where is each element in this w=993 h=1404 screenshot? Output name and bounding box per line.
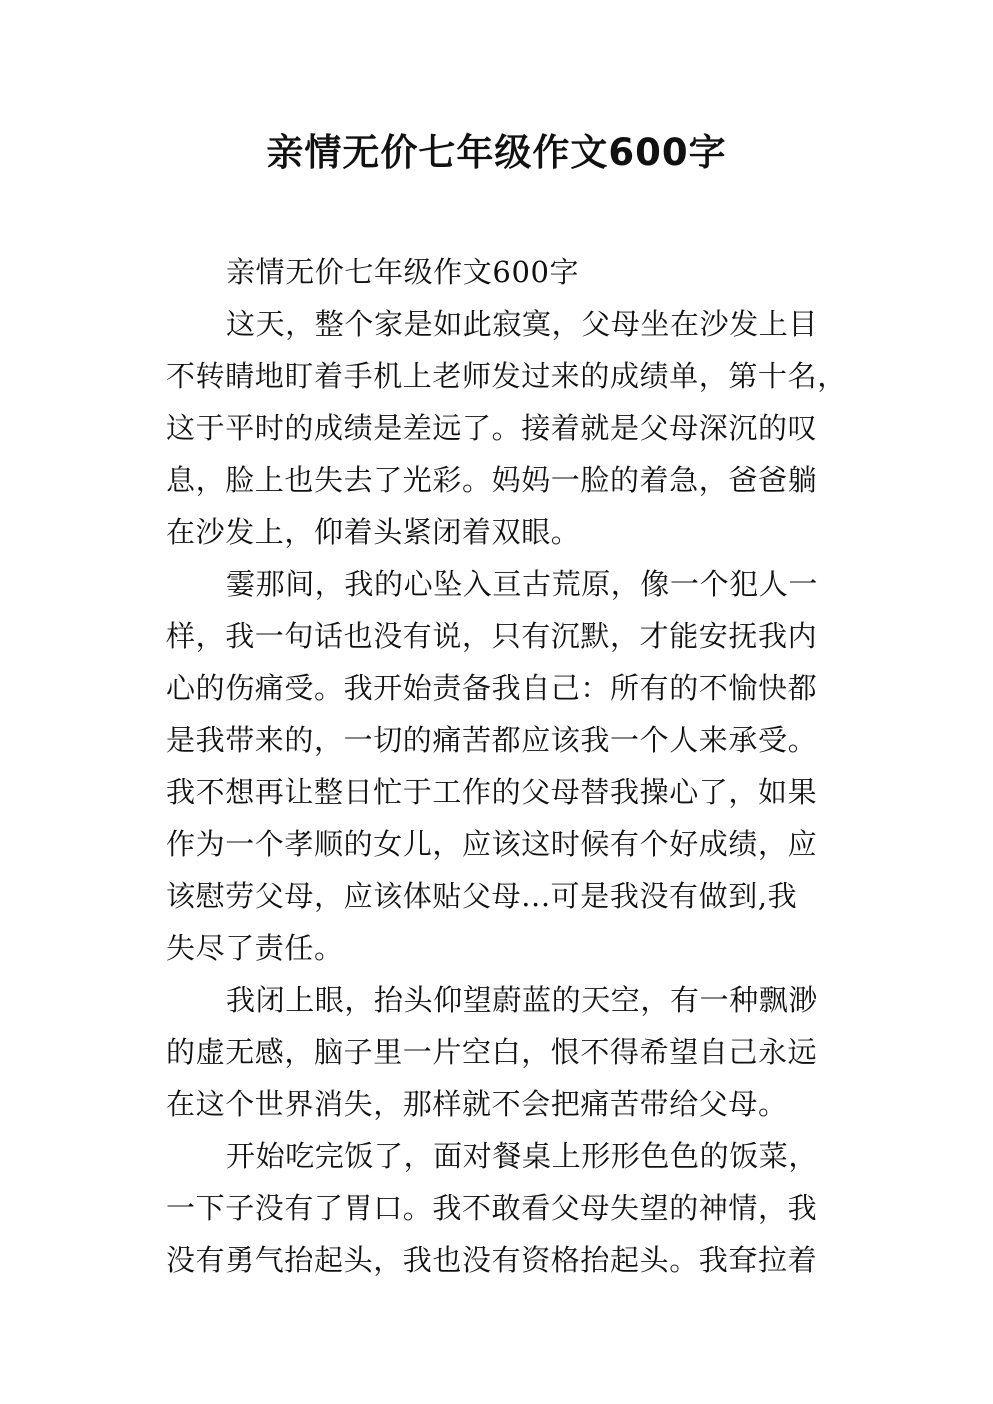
document-title: 亲情无价七年级作文600字 bbox=[266, 131, 727, 174]
paragraph-line: 我闭上眼，抬头仰望蔚蓝的天空，有一种飘渺 bbox=[226, 983, 819, 1017]
paragraph-line: 心的伤痛受。我开始责备我自己：所有的不愉快都 bbox=[166, 671, 818, 705]
paragraph bbox=[166, 558, 866, 974]
paragraph-line: 开始吃完饭了，面对餐桌上形形色色的饭菜， bbox=[226, 1139, 819, 1173]
paragraph-line: 在这个世界消失，那样就不会把痛苦带给父母。 bbox=[166, 1087, 788, 1121]
paragraph-line: 没有勇气抬起头，我也没有资格抬起头。我耷拉着 bbox=[166, 1243, 818, 1277]
paragraph bbox=[166, 974, 866, 1130]
document-body bbox=[166, 246, 866, 1286]
paragraph-line: 样，我一句话也没有说，只有沉默，才能安抚我内 bbox=[166, 619, 818, 653]
paragraph-line: 息，脸上也失去了光彩。妈妈一脸的着急，爸爸躺 bbox=[166, 463, 818, 497]
paragraph-line: 不转睛地盯着手机上老师发过来的成绩单，第十名， bbox=[166, 359, 847, 393]
paragraph-line: 一下子没有了胃口。我不敢看父母失望的神情，我 bbox=[166, 1191, 818, 1225]
paragraph-line: 该慰劳父母，应该体贴父母...可是我没有做到,我 bbox=[166, 879, 798, 913]
paragraph-line: 作为一个孝顺的女儿，应该这时候有个好成绩，应 bbox=[166, 827, 818, 861]
paragraph-line: 这天，整个家是如此寂寞，父母坐在沙发上目 bbox=[226, 307, 819, 341]
paragraph-line: 是我带来的，一切的痛苦都应该我一个人来承受。 bbox=[166, 723, 818, 757]
paragraph bbox=[166, 1130, 866, 1286]
subtitle: 亲情无价七年级作文600字 bbox=[226, 255, 580, 289]
paragraph-line: 的虚无感，脑子里一片空白，恨不得希望自己永远 bbox=[166, 1035, 818, 1069]
paragraph-line: 霎那间，我的心坠入亘古荒原，像一个犯人一 bbox=[226, 567, 819, 601]
paragraph-line: 我不想再让整日忙于工作的父母替我操心了，如果 bbox=[166, 775, 818, 809]
paragraph bbox=[166, 298, 866, 558]
paragraph-line: 这于平时的成绩是差远了。接着就是父母深沉的叹 bbox=[166, 411, 818, 445]
paragraph-line: 失尽了责任。 bbox=[166, 931, 344, 965]
paragraph-line: 在沙发上，仰着头紧闭着双眼。 bbox=[166, 515, 581, 549]
